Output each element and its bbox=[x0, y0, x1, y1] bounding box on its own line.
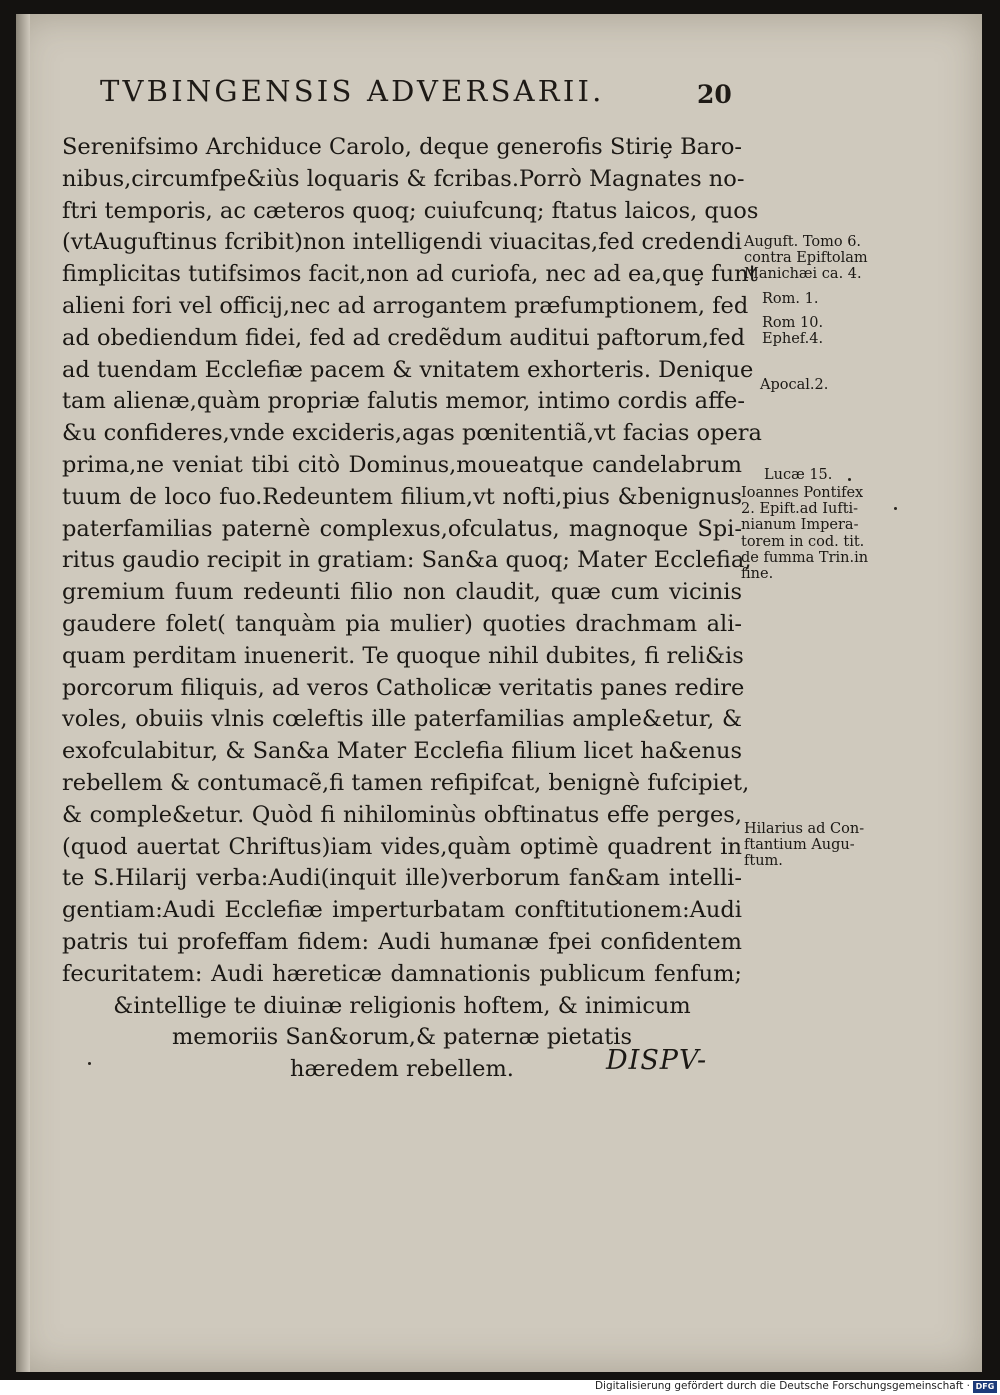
body-line: &u confideres,vnde excideris,agas pœnitentiã,vt facias opera bbox=[62, 420, 762, 447]
digitization-credit: Digitalisierung gefördert durch die Deutsche Forschungsgemeinschaft · bbox=[594, 1380, 970, 1392]
body-line: &intellige te diuinæ religionis hoftem, & inimicum bbox=[113, 992, 691, 1019]
note-line: ftum. bbox=[744, 853, 783, 870]
body-line: (quod auertat Chriftus)iam vides,quàm optimè quadrent in bbox=[62, 833, 742, 860]
note-line: Hilarius ad Con- bbox=[744, 821, 865, 837]
marginal-note-rom10 bbox=[762, 315, 823, 347]
note-line: Lucæ 15. bbox=[764, 467, 833, 483]
marginal-note-apocal bbox=[760, 377, 828, 393]
body-line: gentiam:Audi Ecclefiæ imperturbatam conftitutionem:Audi bbox=[62, 897, 742, 924]
body-line: & comple&etur. Quòd fi nihilominùs obftinatus effe perges, bbox=[62, 801, 742, 828]
body-line: ad tuendam Ecclefiæ pacem & vnitatem exhorteris. Denique bbox=[62, 356, 754, 383]
note-line: contra Epiftolam bbox=[744, 250, 868, 267]
note-line: Ioannes Pontifex bbox=[741, 485, 864, 501]
body-line: gaudere folet( tanquàm pia mulier) quoties drachmam ali- bbox=[62, 610, 742, 637]
body-line: porcorum filiquis, ad veros Catholicæ veritatis panes redire bbox=[62, 674, 745, 701]
body-line: ritus gaudio recipit in gratiam: San&a quoq; Mater Ecclefia, bbox=[62, 547, 752, 574]
ink-speck bbox=[848, 478, 851, 481]
note-line: Ephef.4. bbox=[762, 331, 824, 348]
body-line: exofculabitur, & San&a Mater Ecclefia filium licet ha&enus bbox=[62, 738, 742, 765]
note-line: nianum Impera- bbox=[741, 517, 859, 534]
note-line: 2. Epift.ad Iufti- bbox=[741, 501, 859, 518]
marginal-note-augustinus bbox=[744, 234, 868, 283]
ink-speck bbox=[88, 1062, 91, 1065]
dfg-logo: DFG bbox=[973, 1381, 997, 1393]
marginal-note-joannes bbox=[741, 485, 868, 582]
body-line: ftri temporis, ac cæteros quoq; cuiufcunq; ftatus laicos, quos bbox=[62, 197, 759, 224]
body-line: te S.Hilarij verba:Audi(inquit ille)verborum fan&am intelli- bbox=[62, 865, 742, 892]
marginal-note-hilarius bbox=[744, 821, 864, 870]
body-line: hæredem rebellem. bbox=[290, 1056, 514, 1083]
note-line: Manichæi ca. 4. bbox=[744, 266, 862, 283]
note-line: torem in cod. tit. bbox=[741, 533, 865, 550]
note-line: de fumma Trin.in bbox=[741, 549, 869, 566]
body-line: fimplicitas tutifsimos facit,non ad curiofa, nec ad ea,quȩ funt bbox=[62, 261, 758, 288]
catchword: DISPV- bbox=[606, 1045, 708, 1076]
body-line: Serenifsimo Archiduce Carolo, deque generofis Stiriȩ Baro- bbox=[62, 134, 742, 160]
page-gutter-shadow bbox=[16, 14, 30, 1372]
body-line: gremium fuum redeunti filio non claudit, quæ cum vicinis bbox=[62, 579, 742, 606]
body-line: paterfamilias paternè complexus,ofculatus, magnoque Spi- bbox=[62, 515, 742, 542]
body-line: nibus,circumfpe&iùs loquaris & fcribas.Porrò Magnates no- bbox=[62, 165, 745, 192]
page-number: 20 bbox=[697, 80, 732, 109]
marginal-note-lucae bbox=[764, 467, 832, 483]
body-line: ad obediendum fidei, fed ad credẽdum auditui paftorum,fed bbox=[62, 324, 746, 351]
body-line: voles, obuiis vlnis cœleftis ille paterfamilias ample&etur, & bbox=[62, 706, 742, 733]
body-line: tuum de loco fuo.Redeuntem filium,vt nofti,pius &benignus bbox=[62, 483, 742, 510]
note-line: Auguft. Tomo 6. bbox=[744, 234, 862, 250]
body-line: memoriis San&orum,& paternæ pietatis bbox=[171, 1024, 633, 1051]
marginal-note-rom1 bbox=[762, 291, 818, 307]
ink-speck bbox=[894, 507, 897, 510]
note-line: Apocal.2. bbox=[760, 377, 829, 393]
body-line: quam perditam inuenerit. Te quoque nihil dubites, fi reli&is bbox=[62, 642, 744, 669]
note-line: fine. bbox=[741, 566, 774, 583]
note-line: Rom 10. bbox=[762, 315, 824, 331]
body-line: rebellem & contumacẽ,fi tamen refipifcat, benignè fufcipiet, bbox=[62, 769, 750, 796]
body-line: alieni fori vel officij,nec ad arrogantem præfumptionem, fed bbox=[62, 292, 749, 319]
body-line: tam alienæ,quàm propriæ falutis memor, intimo cordis affe- bbox=[62, 388, 745, 415]
note-line: Rom. 1. bbox=[762, 291, 819, 307]
body-line: (vtAuguftinus fcribit)non intelligendi viuacitas,fed credendi bbox=[62, 229, 742, 256]
body-line: fecuritatem: Audi hæreticæ damnationis publicum fenfum; bbox=[62, 960, 742, 987]
note-line: ftantium Augu- bbox=[744, 837, 855, 854]
running-head: TVBINGENSIS ADVERSARII. bbox=[100, 74, 605, 108]
body-line: patris tui profeffam fidem: Audi humanæ fpei confidentem bbox=[62, 928, 742, 955]
body-line: prima,ne veniat tibi citò Dominus,moueatque candelabrum bbox=[62, 451, 742, 478]
